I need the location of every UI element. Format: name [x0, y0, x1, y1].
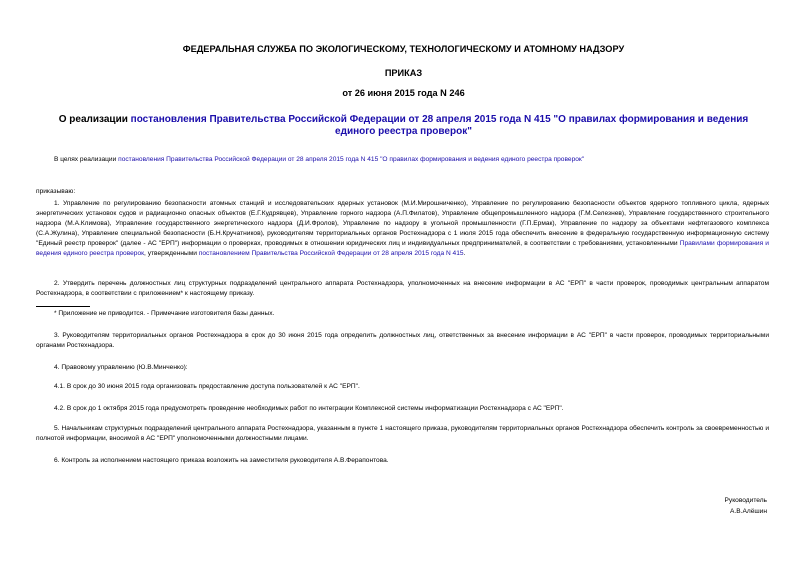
- footnote: * Приложение не приводится. - Примечание изготовителя базы данных.: [54, 310, 275, 317]
- title-link[interactable]: постановления Правительства Российской Федерации от 28 апреля 2015 года N 415 "О правилах формирования и ведения единого реестра проверок": [130, 114, 749, 137]
- signature-name: А.В.Алёшин: [730, 508, 767, 515]
- rules-link[interactable]: Правилами формирования и ведения единого реестра проверок: [36, 240, 769, 257]
- paragraph-5: 5. Начальникам структурных подразделений центрального аппарата Ростехнадзора, указанным в пункте 1 настоящего приказа, руководителям территориальных органов Ростехнадзора обеспечить контроль за своевременностью и полнотой информации, вносимой в АС "ЕРП" уполномоченными должностными лицами.: [36, 425, 769, 442]
- p1-text-a: 1. Управление по регулированию безопасности атомных станций и исследовательских ядерных установок (М.И.Мирошниченко), Управление по регулированию безопасности объектов ядерного топливного цикла, ядерных энергетических установок судов и радиационно опасных объектов (Е.Г.Кудрявцев), Управление горного надзора (А.П.Филатов), Управление общепромышленного надзора (Г.М.Селезнев), Управление государственного строительного надзора (М.А.Климова), Управление государственного энергетического надзора (Д.И.Фролов), Управление по надзору в угольной промышленности (Г.П.Ермак), Управление по надзору за объектами нефтегазового комплекса (С.А.Жулина), Управление специальной безопасности (Б.Н.Кручатников), руководителям территориальных органов Ростехнадзора с 1 июля 2015 года обеспечить внесение в федеральную государственную информационную систему "Единый реестр проверок" (далее - АС "ЕРП") информации о проверках, проводимых в отношении юридических лиц и индивидуальных предпринимателей, в соответствии с требованиями, установленными: [36, 200, 769, 247]
- title-prefix: О реализации: [58, 114, 131, 125]
- signature-role: Руководитель: [724, 497, 767, 504]
- preamble: [36, 155, 769, 165]
- agency-name: ФЕДЕРАЛЬНАЯ СЛУЖБА ПО ЭКОЛОГИЧЕСКОМУ, ТЕХНОЛОГИЧЕСКОМУ И АТОМНОМУ НАДЗОРУ: [182, 44, 625, 54]
- p1-text-b: , утвержденными: [144, 250, 199, 257]
- paragraph-6: 6. Контроль за исполнением настоящего приказа возложить на заместителя руководителя А.В.Ферапонтова.: [54, 457, 389, 464]
- p1-text-c: .: [463, 250, 466, 257]
- order-word: приказываю:: [36, 188, 76, 195]
- paragraph-1: [36, 199, 769, 259]
- doc-date-number: от 26 июня 2015 года N 246: [342, 88, 465, 98]
- paragraph-4-2: 4.2. В срок до 1 октября 2015 года предусмотреть проведение необходимых работ по интеграции Комплексной системы информатизации Ростехнадзора с АС "ЕРП".: [54, 405, 564, 412]
- doc-type: ПРИКАЗ: [384, 68, 423, 78]
- document-title: [40, 114, 767, 138]
- resolution-link[interactable]: постановлением Правительства Российской Федерации от 28 апреля 2015 года N 415: [198, 250, 464, 257]
- paragraph-4-1: 4.1. В срок до 30 июня 2015 года организовать предоставление доступа пользователей к АС "ЕРП".: [54, 383, 360, 390]
- preamble-prefix: В целях реализации: [54, 156, 119, 163]
- paragraph-4: 4. Правовому управлению (Ю.В.Минченко):: [54, 364, 188, 371]
- footnote-divider: [36, 306, 90, 307]
- paragraph-3: 3. Руководителям территориальных органов Ростехнадзора в срок до 30 июня 2015 года определить должностных лиц, ответственных за внесение информации в АС "ЕРП" в части проверок, проводимых территориальными органами Ростехнадзора.: [36, 332, 769, 349]
- paragraph-2: 2. Утвердить перечень должностных лиц структурных подразделений центрального аппарата Ростехнадзора, уполномоченных на внесение информации в АС "ЕРП" в части проверок, проводимых центральным аппаратом Ростехнадзора, в соответствии с приложением* к настоящему приказу.: [36, 280, 769, 297]
- preamble-link[interactable]: постановления Правительства Российской Федерации от 28 апреля 2015 года N 415 "О правилах формирования и ведения единого реестра проверок": [118, 156, 585, 163]
